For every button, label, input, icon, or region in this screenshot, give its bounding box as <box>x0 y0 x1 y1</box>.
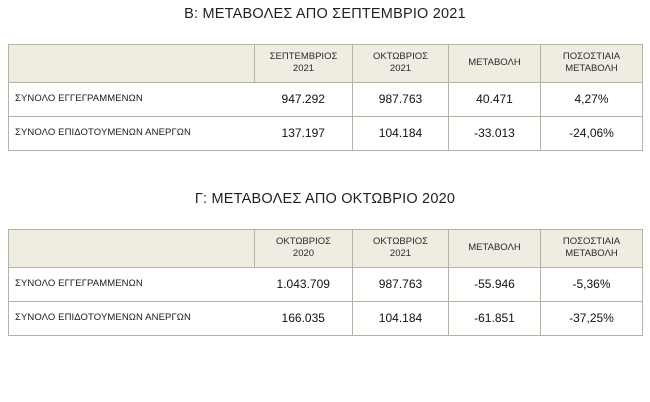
row-label: ΣΥΝΟΛΟ ΕΓΓΕΓΡΑΜΜΕΝΩΝ <box>9 267 255 301</box>
column-header-sep-2021: ΣΕΠΤΕΜΒΡΙΟΣ 2021 <box>255 45 353 83</box>
table-row <box>9 301 643 335</box>
cell-value: 1.043.709 <box>255 267 353 301</box>
cell-value: -5,36% <box>541 267 643 301</box>
spacer <box>0 151 650 191</box>
cell-value: 104.184 <box>353 116 449 150</box>
cell-value: 104.184 <box>353 301 449 335</box>
row-label: ΣΥΝΟΛΟ ΕΠΙΔΟΤΟΥΜΕΝΩΝ ΑΝΕΡΓΩΝ <box>9 301 255 335</box>
row-label: ΣΥΝΟΛΟ ΕΠΙΔΟΤΟΥΜΕΝΩΝ ΑΝΕΡΓΩΝ <box>9 116 255 150</box>
cell-value: 987.763 <box>353 82 449 116</box>
table-row <box>9 267 643 301</box>
column-header-percent-change: ΠΟΣΟΣΤΙΑΙΑ ΜΕΤΑΒΟΛΗ <box>541 229 643 267</box>
table-section-b <box>8 44 643 151</box>
cell-value: -24,06% <box>541 116 643 150</box>
cell-value: 947.292 <box>255 82 353 116</box>
cell-value: 40.471 <box>449 82 541 116</box>
table-header-row <box>9 229 643 267</box>
cell-value: -61.851 <box>449 301 541 335</box>
column-header-change: ΜΕΤΑΒΟΛΗ <box>449 45 541 83</box>
section-c-title: Γ: ΜΕΤΑΒΟΛΕΣ ΑΠΟ ΟΚΤΩΒΡΙΟ 2020 <box>194 190 456 207</box>
column-header-oct-2020: ΟΚΤΩΒΡΙΟΣ 2020 <box>255 229 353 267</box>
column-header-oct-2021: ΟΚΤΩΒΡΙΟΣ 2021 <box>353 45 449 83</box>
cell-value: -33.013 <box>449 116 541 150</box>
column-header-oct-2021: ΟΚΤΩΒΡΙΟΣ 2021 <box>353 229 449 267</box>
column-header-change: ΜΕΤΑΒΟΛΗ <box>449 229 541 267</box>
cell-value: -37,25% <box>541 301 643 335</box>
table-body-b <box>9 82 643 150</box>
column-header-blank <box>9 229 255 267</box>
table-header-c <box>9 229 643 267</box>
column-header-percent-change: ΠΟΣΟΣΤΙΑΙΑ ΜΕΤΑΒΟΛΗ <box>541 45 643 83</box>
table-header-row <box>9 45 643 83</box>
cell-value: -55.946 <box>449 267 541 301</box>
section-b-title: Β: ΜΕΤΑΒΟΛΕΣ ΑΠΟ ΣΕΠΤΕΜΒΡΙΟ 2021 <box>184 6 466 22</box>
spacer <box>0 207 650 229</box>
spacer <box>0 22 650 44</box>
cell-value: 137.197 <box>255 116 353 150</box>
row-label: ΣΥΝΟΛΟ ΕΓΓΕΓΡΑΜΜΕΝΩΝ <box>9 82 255 116</box>
section-c <box>0 191 650 336</box>
cell-value: 166.035 <box>255 301 353 335</box>
section-b <box>0 0 650 151</box>
table-header-b <box>9 45 643 83</box>
cell-value: 4,27% <box>541 82 643 116</box>
table-section-c <box>8 229 643 336</box>
table-row <box>9 116 643 150</box>
table-body-c <box>9 267 643 335</box>
cell-value: 987.763 <box>353 267 449 301</box>
table-row <box>9 82 643 116</box>
column-header-blank <box>9 45 255 83</box>
